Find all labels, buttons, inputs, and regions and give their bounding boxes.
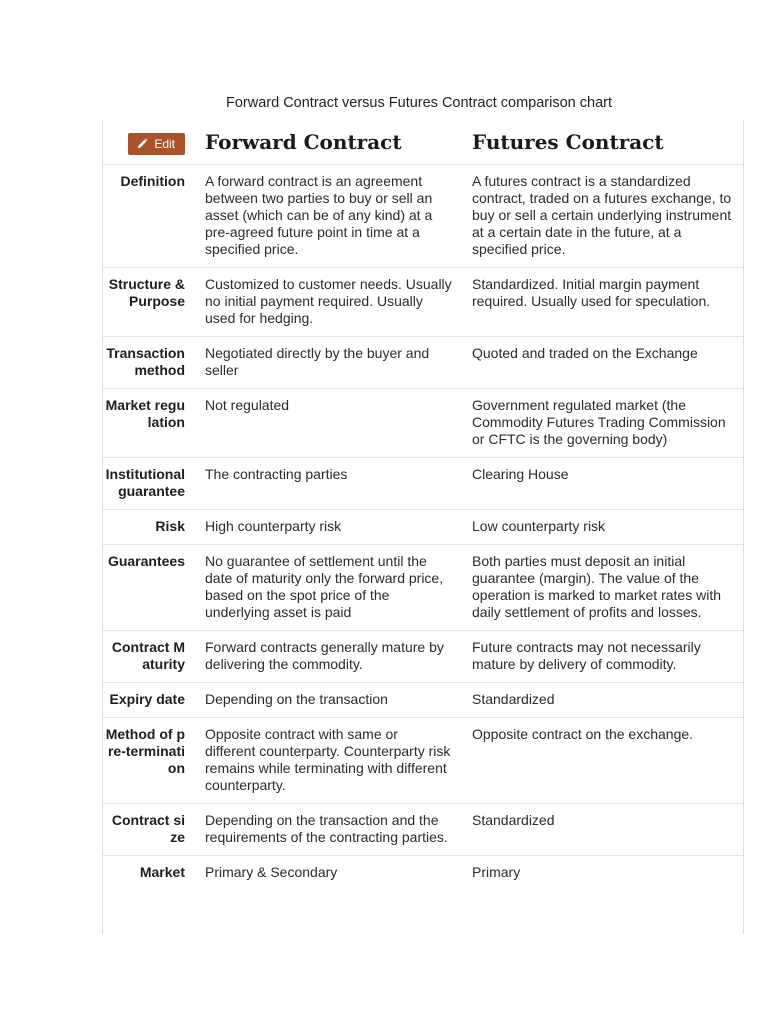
forward-contract-cell: Forward contracts generally mature by delivering the commodity.: [195, 631, 462, 683]
futures-contract-cell: Low counterparty risk: [462, 510, 743, 545]
forward-contract-cell: Customized to customer needs. Usually no initial payment required. Usually used for hedging.: [195, 268, 462, 337]
futures-contract-cell: Clearing House: [462, 458, 743, 510]
table-row: [103, 804, 743, 856]
table-row: [103, 165, 743, 268]
forward-contract-cell: Not regulated: [195, 389, 462, 458]
futures-contract-cell: Both parties must deposit an initial guarantee (margin). The value of the operation is marked to market rates with daily settlement of profits and losses.: [462, 545, 743, 631]
table-caption: Forward Contract versus Futures Contract comparison chart: [226, 95, 612, 111]
forward-contract-cell: High counterparty risk: [195, 510, 462, 545]
row-label: Market: [139, 864, 185, 880]
table-row: [103, 268, 743, 337]
edit-button[interactable]: [128, 133, 185, 155]
forward-contract-cell: No guarantee of settlement until the date of maturity only the forward price, based on the spot price of the underlying asset is paid: [195, 545, 462, 631]
table-row: [103, 337, 743, 389]
table-row: [103, 458, 743, 510]
edit-button-label: Edit: [154, 136, 175, 151]
forward-contract-header: Forward Contract: [195, 120, 462, 165]
table-row: [103, 718, 743, 804]
row-label: Guarantees: [103, 545, 195, 631]
forward-contract-cell: Opposite contract with same or different counterparty. Counterparty risk remains while terminating with different counterparty.: [195, 718, 462, 804]
forward-contract-cell: The contracting parties: [195, 458, 462, 510]
forward-contract-cell: Depending on the transaction: [195, 683, 462, 718]
forward-contract-cell: A forward contract is an agreement between two parties to buy or sell an asset (which can be of any kind) at a pre-agreed future point in time at a specified price.: [195, 165, 462, 268]
row-label: Expiry date: [103, 683, 195, 718]
row-label: Contract Maturity: [103, 631, 195, 683]
table-row: [103, 683, 743, 718]
row-label: Method of pre-termination: [103, 718, 195, 804]
futures-contract-cell: Quoted and traded on the Exchange: [462, 337, 743, 389]
table-row: [103, 389, 743, 458]
edit-cell: [103, 120, 195, 165]
row-label: Risk: [103, 510, 195, 545]
futures-contract-cell: Standardized. Initial margin payment required. Usually used for speculation.: [462, 268, 743, 337]
table-row: [103, 510, 743, 545]
futures-contract-cell: Opposite contract on the exchange.: [462, 718, 743, 804]
forward-contract-cell: Depending on the transaction and the requirements of the contracting parties.: [195, 804, 462, 856]
pencil-icon: [137, 138, 148, 149]
futures-contract-cell: Future contracts may not necessarily mature by delivery of commodity.: [462, 631, 743, 683]
row-label: Institutional guarantee: [103, 458, 195, 510]
futures-contract-cell: Government regulated market (the Commodity Futures Trading Commission or CFTC is the governing body): [462, 389, 743, 458]
row-label: Market regulation: [103, 389, 195, 458]
comparison-table: [103, 120, 743, 890]
futures-contract-header: Futures Contract: [462, 120, 743, 165]
futures-contract-cell: Standardized: [462, 804, 743, 856]
table-row: [103, 856, 743, 891]
futures-contract-cell: Primary: [472, 864, 521, 880]
futures-contract-cell: A futures contract is a standardized contract, traded on a futures exchange, to buy or sell a certain underlying instrument at a certain date in the future, at a specified price.: [462, 165, 743, 268]
futures-contract-cell: Standardized: [462, 683, 743, 718]
row-label: Transaction method: [103, 337, 195, 389]
table-row: [103, 631, 743, 683]
row-label: Definition: [103, 165, 195, 268]
header-row: [103, 120, 743, 165]
row-label: Contract size: [103, 804, 195, 856]
comparison-table-container: [102, 120, 744, 934]
forward-contract-cell: Primary & Secondary: [205, 864, 338, 880]
forward-contract-cell: Negotiated directly by the buyer and seller: [195, 337, 462, 389]
row-label: Structure & Purpose: [103, 268, 195, 337]
table-row: [103, 545, 743, 631]
